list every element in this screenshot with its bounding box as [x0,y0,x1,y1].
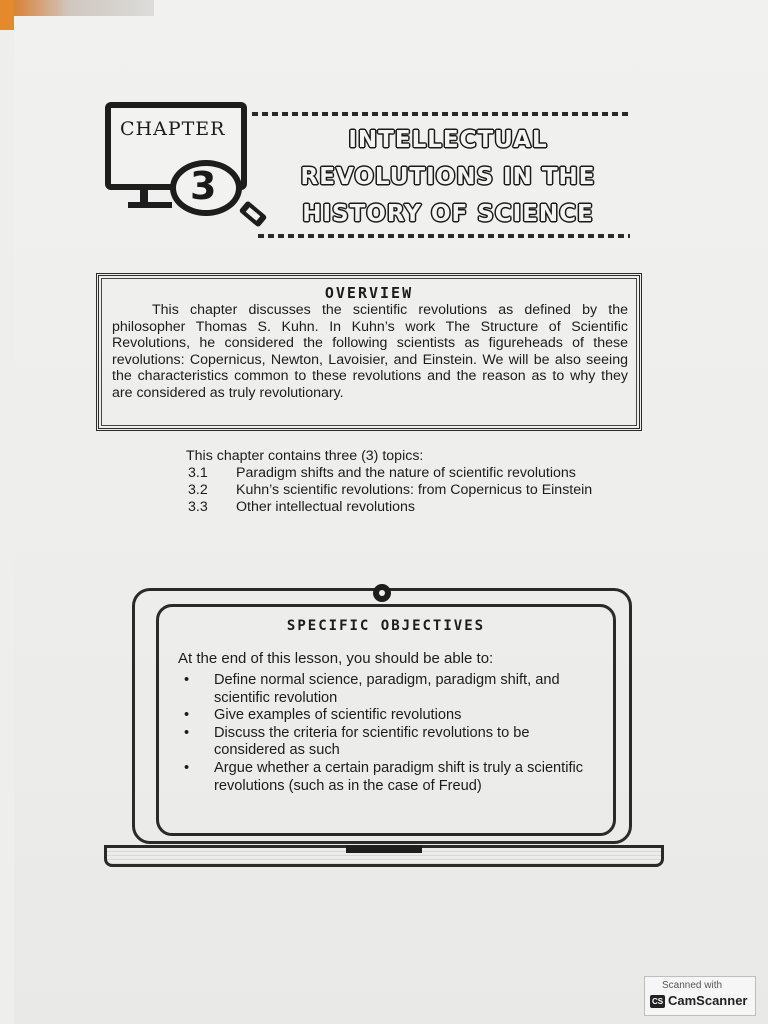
overview-heading: OVERVIEW [324,284,414,302]
monitor-base-icon [128,202,172,208]
objective-item [180,725,600,760]
objective-text: Define normal science, paradigm, paradigm shift, and scientific revolution [214,672,560,706]
objective-text: Argue whether a certain paradigm shift is truly a scientific revolutions (such as in the case of Freud) [214,759,584,794]
bullet-icon: • [184,759,190,776]
topic-text: Other intellectual revolutions [236,499,416,515]
topic-text: Kuhn’s scientific revolutions: from Copernicus to Einstein [236,482,593,498]
topic-item [184,465,644,482]
chapter-title-line: HISTORY OF SCIENCE [302,201,594,227]
laptop-notch [346,845,422,853]
topic-number: 3.3 [188,499,208,515]
chapter-title [268,122,628,233]
chapter-label: CHAPTER [120,118,226,140]
objective-text: Give examples of scientific revolutions [214,707,462,724]
topics-intro: This chapter contains three (3) topics: [186,448,424,464]
title-rule-bottom [258,234,630,238]
topic-number: 3.1 [188,465,208,481]
watermark-app-name: CamScanner [668,993,748,1008]
title-rule-top [252,112,630,116]
chapter-title-line: REVOLUTIONS IN THE [300,164,596,190]
chapter-title-line: INTELLECTUAL [348,127,548,153]
topic-number: 3.2 [188,482,208,498]
objectives-list [180,672,600,795]
page-edge-shadow [14,0,154,16]
objective-item [180,672,600,707]
bullet-icon: • [184,724,190,741]
objective-text: Discuss the criteria for scientific revolutions to be considered as such [214,724,530,759]
topic-item [184,482,644,499]
overview-text: This chapter discusses the scientific revolutions as defined by the philosopher Thomas S. Kuhn. In Kuhn’s work The Structure of Scientific Revolutions, he considered the following scientists as figureheads of these revolutions: Copernicus, Newton, Lavoisier, and Einstein. We will be also seeing the characteristics common to these revolutions and the reason as to why they are considered as truly revolutionary. [112,302,628,401]
chapter-number: 3 [190,164,217,208]
topics-section [184,448,644,516]
topic-text: Paradigm shifts and the nature of scientific revolutions [236,465,576,481]
objective-item [180,707,600,725]
watermark-scanned-with: Scanned with [662,980,723,991]
page-corner-shadow [0,0,14,30]
topic-item [184,499,644,516]
objectives-heading: SPECIFIC OBJECTIVES [286,618,486,634]
objectives-intro: At the end of this lesson, you should be able to: [178,650,494,667]
camscanner-logo-icon: CS [651,997,664,1006]
bullet-icon: • [184,707,190,724]
bullet-icon: • [184,672,190,688]
webcam-lens [379,590,385,596]
objective-item [180,760,600,795]
